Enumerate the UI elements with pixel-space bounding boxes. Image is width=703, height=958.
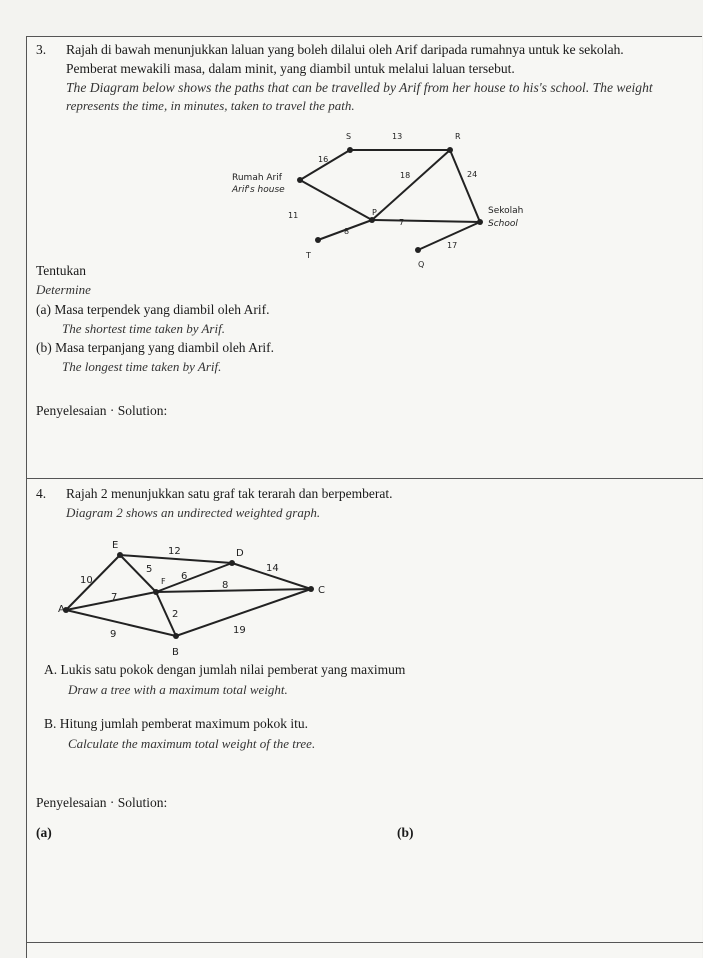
node-label-school-en: School: [488, 219, 518, 229]
q4-part-b-en: Calculate the maximum total weight of the tree.: [68, 736, 316, 751]
node-label-b: B: [172, 647, 179, 658]
weight-q-school: 17: [447, 241, 458, 250]
q4-part-a-en: Draw a tree with a maximum total weight.: [68, 682, 288, 697]
q3-determine: Tentukan: [36, 263, 87, 278]
node-s: [347, 147, 353, 153]
q3-part-a-en: The shortest time taken by Arif.: [62, 321, 225, 336]
weight-e-d: 12: [168, 546, 181, 557]
edge-p-school: [372, 220, 480, 222]
weight-b-c: 19: [233, 625, 246, 636]
weight-house-p: 11: [288, 211, 299, 220]
q3-part-b-en: The longest time taken by Arif.: [62, 359, 222, 374]
q3-determine-en: Determine: [36, 282, 91, 297]
weight-f-c: 8: [222, 580, 229, 591]
edge-r-school: [450, 150, 480, 222]
node-label-r: R: [455, 132, 461, 141]
node-label-d: D: [236, 548, 244, 559]
q4-number: 4.: [36, 486, 47, 501]
weight-d-c: 14: [266, 563, 279, 574]
node-r: [447, 147, 453, 153]
q3-text-en-line1: The Diagram below shows the paths that can be travelled by Arif from her house to his's school. The weight: [66, 80, 653, 95]
edge-f-c: [156, 589, 311, 592]
q4-part-a: A. Lukis satu pokok dengan jumlah nilai pemberat yang maximum: [44, 662, 406, 677]
weight-f-d: 6: [181, 571, 188, 582]
node-label-e: E: [112, 540, 119, 551]
q3-text-line2: Pemberat mewakili masa, dalam minit, yang diambil untuk melalui laluan tersebut.: [66, 61, 515, 76]
node-p: [369, 217, 375, 223]
edge-r-p: [372, 150, 450, 220]
edge-f-d: [156, 563, 232, 592]
q3-text-line1: Rajah di bawah menunjukkan laluan yang boleh dilalui oleh Arif daripada rumahnya untuk ke sekolah.: [66, 42, 624, 57]
q4-text-line1: Rajah 2 menunjukkan satu graf tak terarah dan berpemberat.: [66, 486, 393, 501]
node-label-t: T: [306, 251, 311, 260]
node-b: [173, 633, 179, 639]
weight-e-f: 5: [146, 564, 153, 575]
q4-weighted-graph: [0, 500, 703, 670]
weight-f-b: 2: [172, 609, 179, 620]
weight-p-school: 7: [399, 218, 405, 227]
section-divider-1: [26, 478, 703, 479]
q4-answer-a-label: (a): [36, 825, 52, 840]
node-e: [117, 552, 123, 558]
node-label-school: Sekolah: [488, 206, 524, 216]
q3-solution-label: Penyelesaian · Solution:: [36, 403, 168, 418]
weight-t-p: 8: [344, 227, 350, 236]
node-label-c: C: [318, 585, 325, 596]
node-school: [477, 219, 483, 225]
node-c: [308, 586, 314, 592]
q4-solution-label: Penyelesaian · Solution:: [36, 795, 168, 810]
node-label-p: P: [372, 208, 377, 217]
q3-edges: [300, 150, 480, 250]
weight-house-s: 16: [318, 155, 329, 164]
node-label-s: S: [346, 132, 352, 141]
q4-answer-b-label: (b): [397, 825, 414, 840]
q3-text-en-line2: represents the time, in minutes, taken to travel the path.: [66, 98, 355, 113]
node-f: [153, 589, 159, 595]
edge-a-b: [66, 609, 179, 636]
node-d: [229, 560, 235, 566]
edge-house-p: [300, 180, 372, 220]
weight-e-a: 10: [80, 575, 93, 586]
node-label-house-en: Arif's house: [232, 185, 285, 195]
q4-text-en-line1: Diagram 2 shows an undirected weighted graph.: [66, 505, 321, 520]
q4-part-b: B. Hitung jumlah pemberat maximum pokok itu.: [44, 716, 308, 731]
q3-part-b: (b) Masa terpanjang yang diambil oleh Arif.: [36, 340, 275, 355]
q3-route-graph: [0, 0, 703, 300]
node-q: [415, 247, 421, 253]
node-label-f: F: [161, 577, 166, 586]
weight-r-p: 18: [400, 171, 411, 180]
weight-a-b: 9: [110, 629, 117, 640]
node-label-q: Q: [418, 260, 425, 269]
node-house: [297, 177, 303, 183]
weight-r-school: 24: [467, 170, 478, 179]
q3-part-a: (a) Masa terpendek yang diambil oleh Arif.: [36, 302, 270, 317]
node-label-house: Rumah Arif: [232, 173, 282, 183]
node-label-a: A: [58, 604, 65, 615]
section-divider-2: [26, 942, 703, 943]
weight-a-f: 7: [111, 592, 118, 603]
weight-s-r: 13: [392, 132, 403, 141]
node-t: [315, 237, 321, 243]
q3-number: 3.: [36, 42, 47, 57]
